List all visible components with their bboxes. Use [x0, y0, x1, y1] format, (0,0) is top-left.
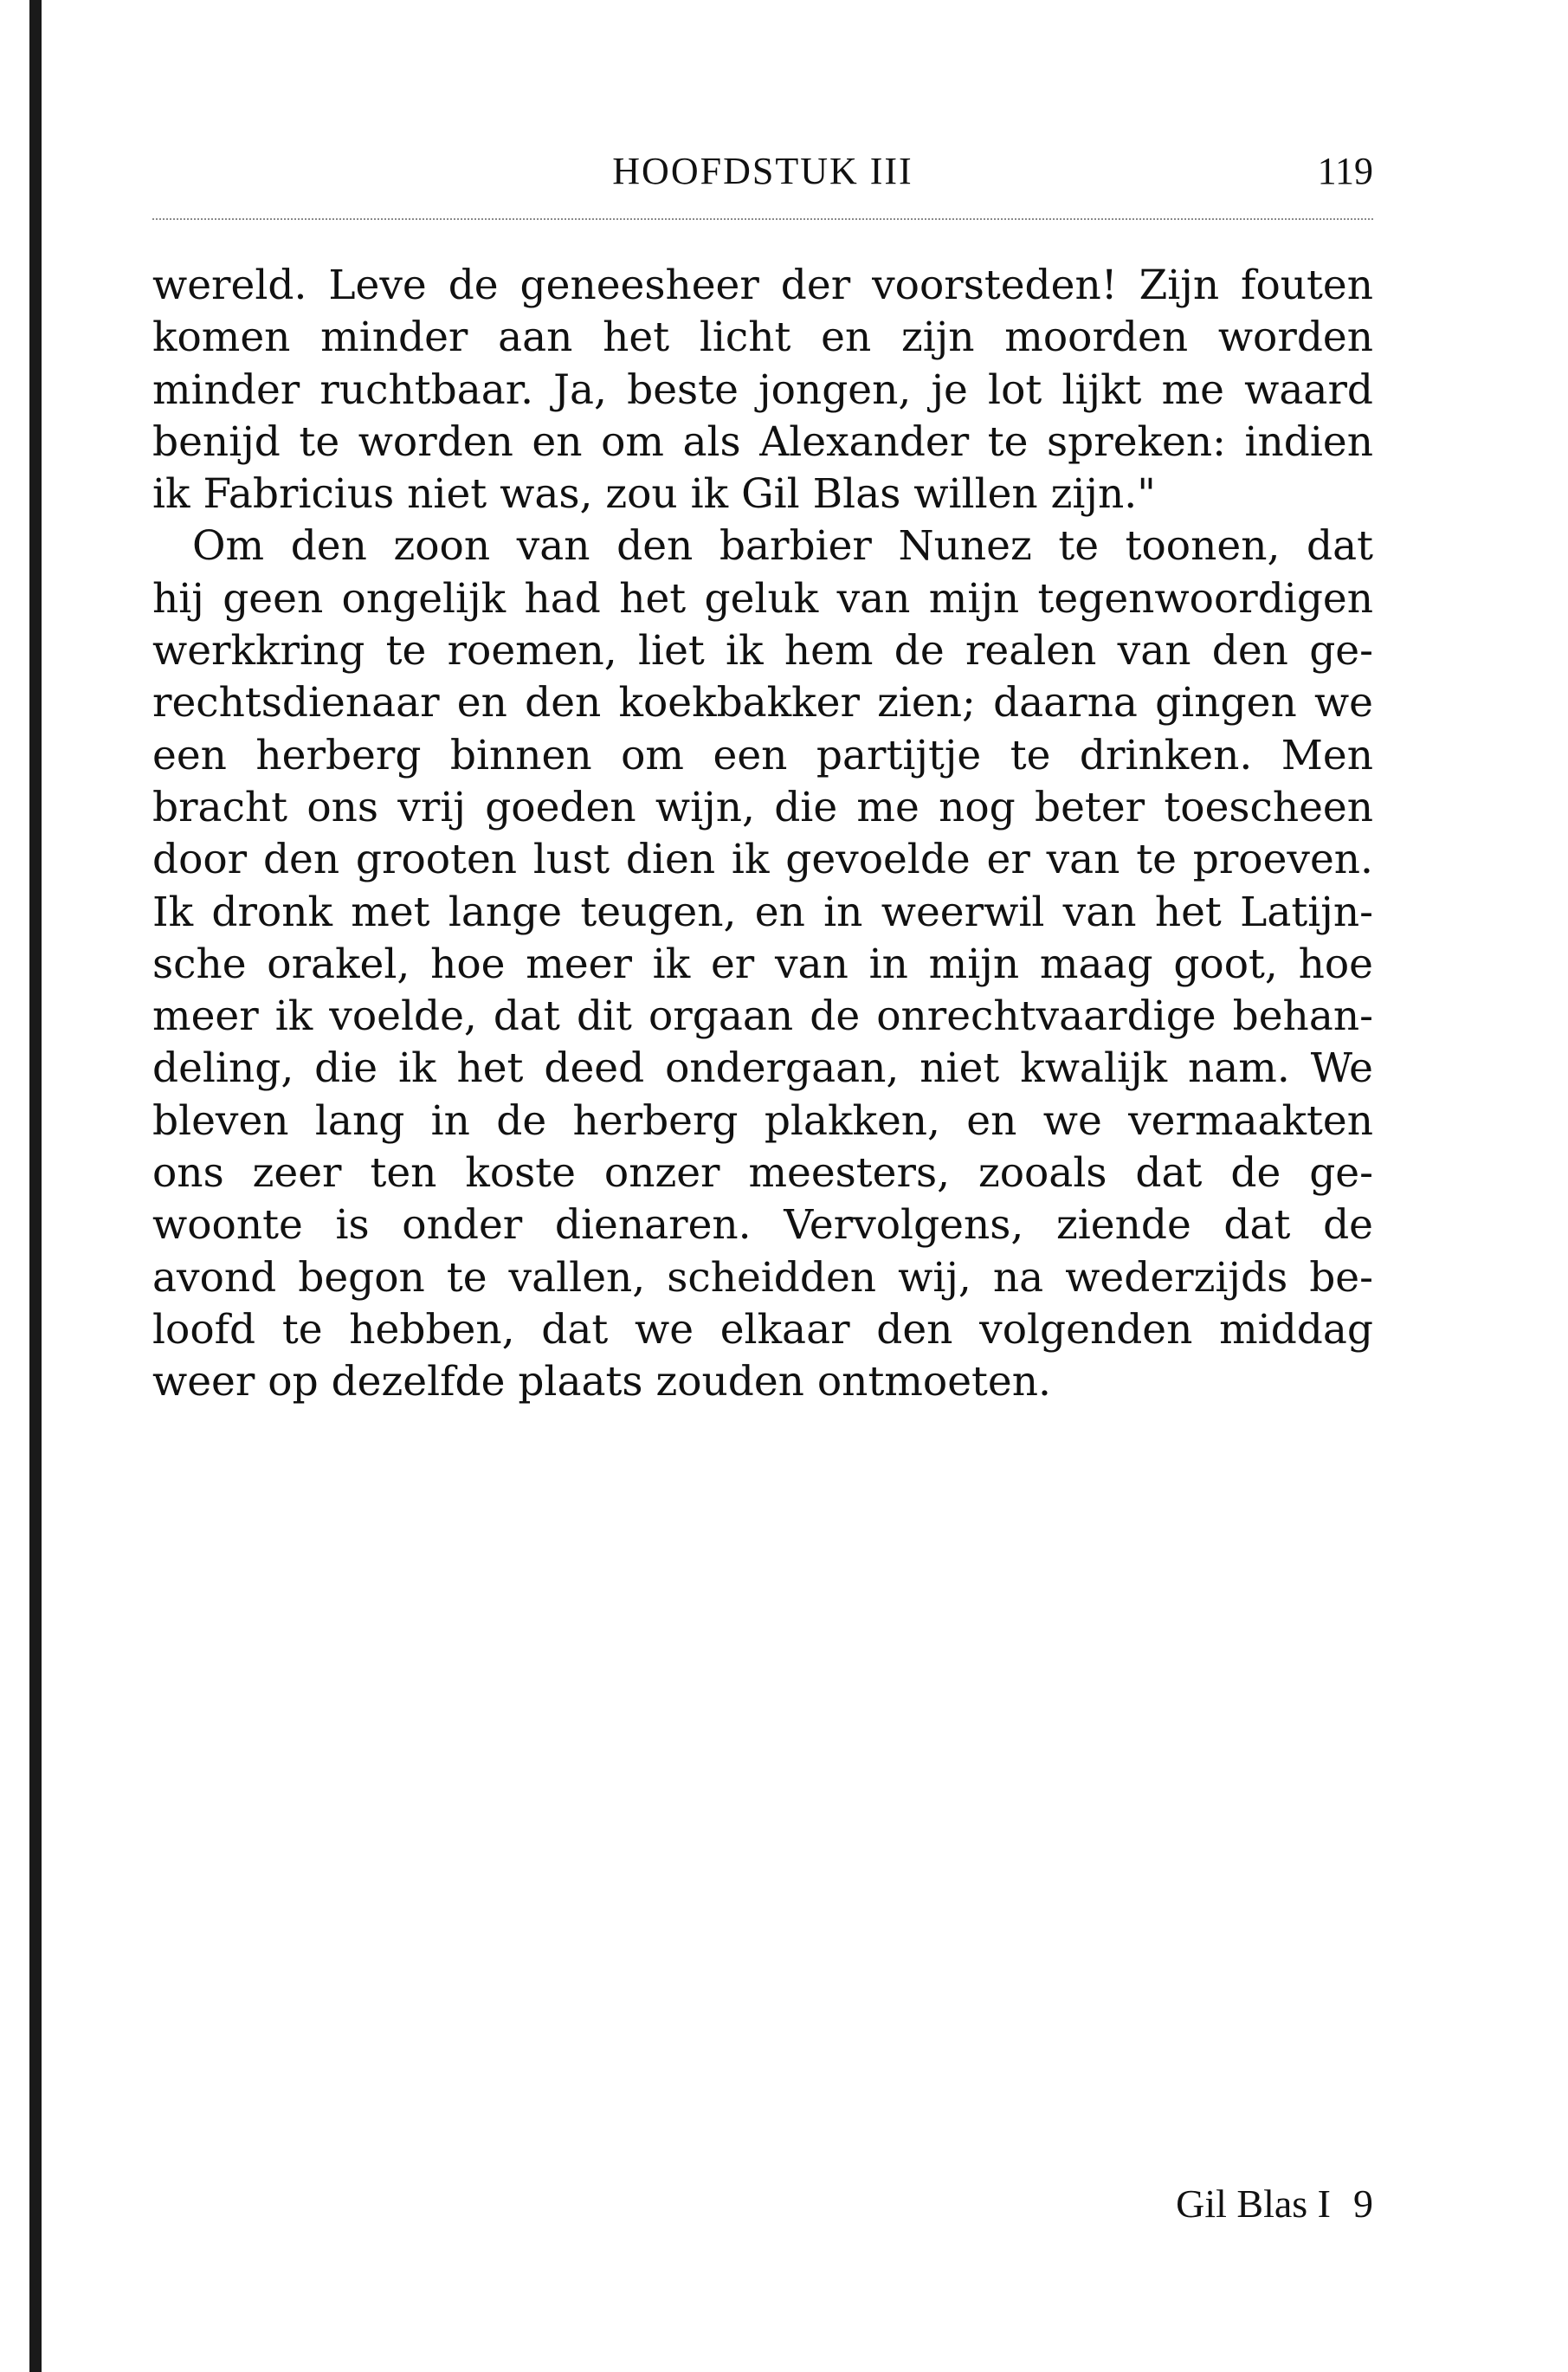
signature-number: 9	[1353, 2181, 1373, 2226]
text-line: werkkring te roemen, liet ik hem de realen van den ge-	[152, 627, 1373, 675]
text-line: door den grooten lust dien ik gevoelde er van te proeven.	[152, 836, 1373, 884]
text-line: ik Fabricius niet was, zou ik Gil Blas willen zijn."	[152, 470, 1156, 519]
text-line: benijd te worden en om als Alexander te spreken: indien	[152, 417, 1373, 466]
text-line: weer op dezelfde plaats zouden ontmoeten.	[152, 1358, 1051, 1406]
header-rule	[152, 218, 1373, 220]
text-line: bracht ons vrij goeden wijn, die me nog beter toescheen	[152, 783, 1373, 831]
text-line: minder ruchtbaar. Ja, beste jongen, je lot lijkt me waard	[152, 365, 1373, 414]
text-line: bleven lang in de herberg plakken, en we vermaakten	[152, 1096, 1373, 1145]
text-line: loofd te hebben, dat we elkaar den volgenden middag	[152, 1305, 1373, 1354]
signature-label: Gil Blas I	[1176, 2181, 1331, 2226]
text-line: komen minder aan het licht en zijn moorden worden	[152, 313, 1373, 362]
text-line: een herberg binnen om een partijtje te drinken. Men	[152, 731, 1373, 779]
text-line: deling, die ik het deed ondergaan, niet kwalijk nam. We	[152, 1044, 1373, 1093]
text-line: sche orakel, hoe meer ik er van in mijn maag goot, hoe	[152, 940, 1373, 988]
text-line: Ik dronk met lange teugen, en in weerwil van het Latijn-	[152, 888, 1373, 936]
text-line: meer ik voelde, dat dit orgaan de onrechtvaardige behan-	[152, 992, 1373, 1041]
body-text	[152, 260, 1373, 1409]
page-number: 119	[1317, 150, 1373, 192]
text-line: avond begon te vallen, scheidden wij, na wederzijds be-	[152, 1253, 1373, 1302]
signature-mark	[1176, 2181, 1373, 2227]
running-head	[152, 149, 1373, 201]
binding-edge	[29, 0, 42, 2372]
text-line: wereld. Leve de geneesheer der voorsteden! Zijn fouten	[152, 262, 1373, 309]
text-line: rechtsdienaar en den koekbakker zien; daarna gingen we	[152, 679, 1373, 727]
text-line: woonte is onder dienaren. Vervolgens, ziende dat de	[152, 1201, 1373, 1250]
text-line: hij geen ongelijk had het geluk van mijn tegenwoordigen	[152, 574, 1373, 623]
text-line: Om den zoon van den barbier Nunez te toonen, dat	[192, 522, 1373, 571]
chapter-title: HOOFDSTUK III	[612, 150, 913, 192]
text-line: ons zeer ten koste onzer meesters, zooals dat de ge-	[152, 1149, 1373, 1198]
